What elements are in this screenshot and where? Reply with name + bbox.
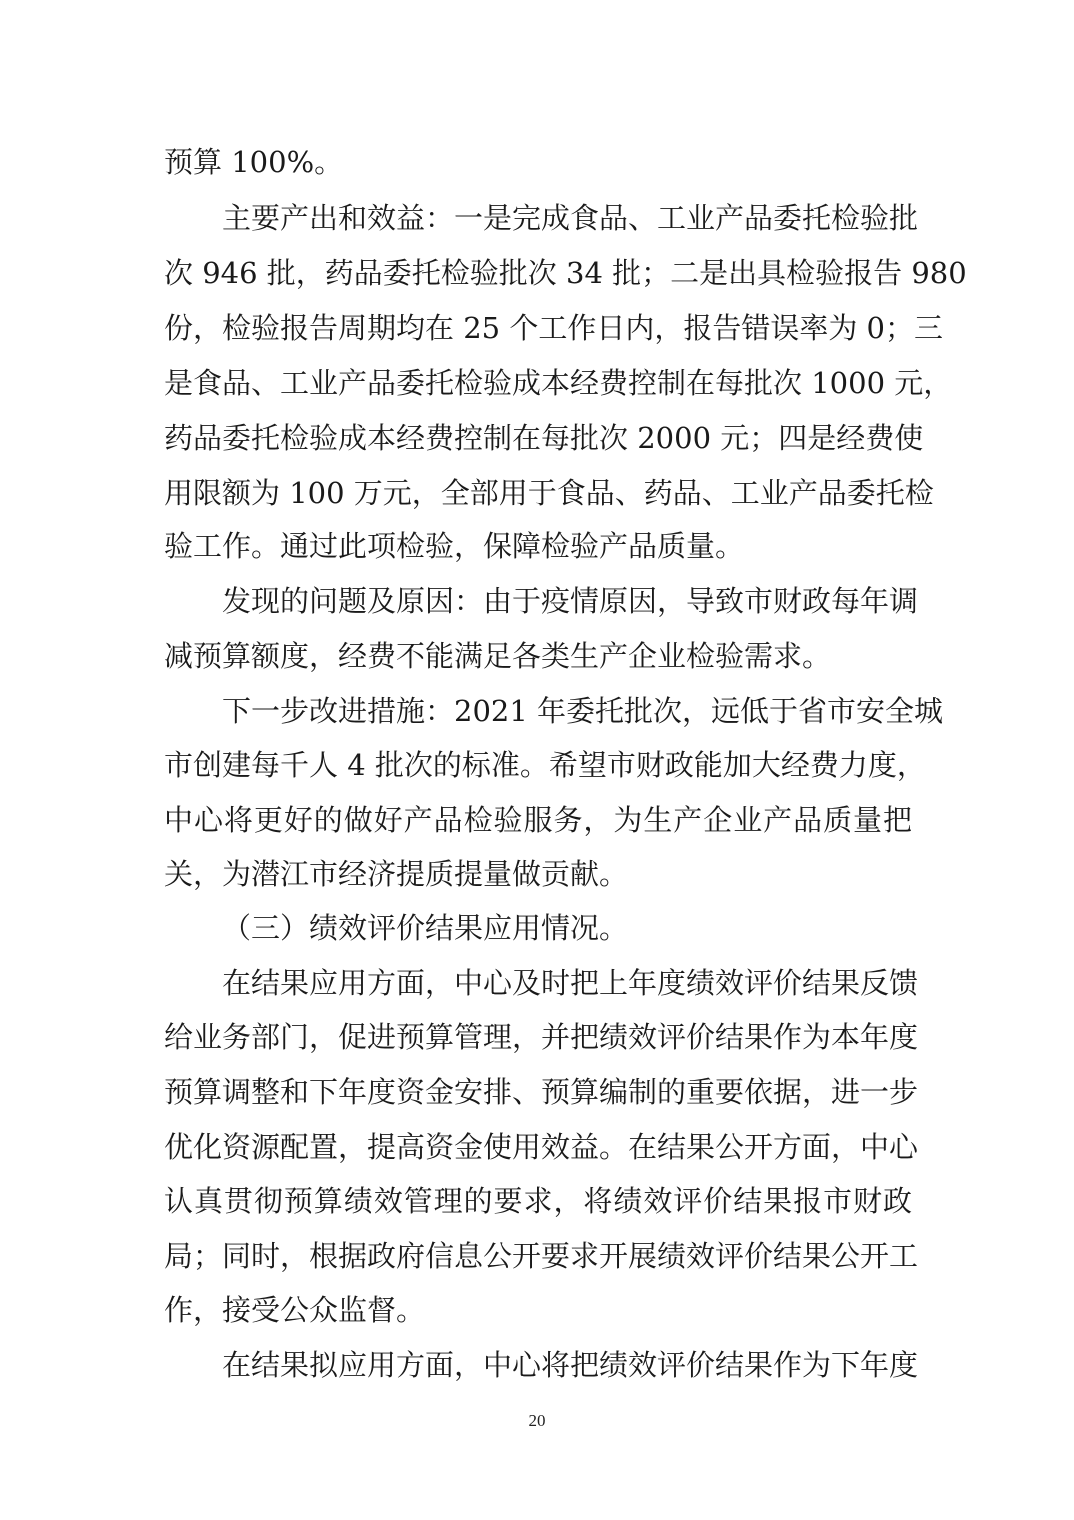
text-line: 在结果应用方面，中心及时把上年度绩效评价结果反馈: [222, 966, 919, 1000]
text-line: 药品委托检验成本经费控制在每批次 2000 元；四是经费使: [164, 421, 924, 455]
text-line: 减预算额度，经费不能满足各类生产企业检验需求。: [164, 639, 832, 673]
text-line: 局；同时，根据政府信息公开要求开展绩效评价结果公开工: [164, 1239, 919, 1273]
text-line: 作，接受公众监督。: [164, 1293, 426, 1327]
text-line: 市创建每千人 4 批次的标准。希望市财政能加大经费力度，: [164, 748, 926, 782]
text-line: 主要产出和效益：一是完成食品、工业产品委托检验批: [222, 201, 919, 235]
text-line: 预算调整和下年度资金安排、预算编制的重要依据，进一步: [164, 1075, 919, 1109]
text-line: 下一步改进措施：2021 年委托批次，远低于省市安全城: [222, 694, 944, 728]
text-line: 次 946 批，药品委托检验批次 34 批；二是出具检验报告 980: [164, 256, 967, 290]
text-line: 给业务部门，促进预算管理，并把绩效评价结果作为本年度: [164, 1020, 919, 1054]
text-line: 在结果拟应用方面，中心将把绩效评价结果作为下年度: [222, 1348, 919, 1382]
text-line: 用限额为 100 万元，全部用于食品、药品、工业产品委托检: [164, 476, 934, 510]
page-number: 20: [528, 1411, 546, 1430]
text-line: 验工作。通过此项检验，保障检验产品质量。: [164, 529, 745, 563]
text-line: 份，检验报告周期均在 25 个工作日内，报告错误率为 0；三: [164, 311, 944, 345]
text-line: 中心将更好的做好产品检验服务，为生产企业产品质量把: [164, 803, 912, 837]
text-line: 发现的问题及原因：由于疫情原因，导致市财政每年调: [222, 584, 919, 618]
text-line: 是食品、工业产品委托检验成本经费控制在每批次 1000 元，: [164, 366, 953, 400]
text-line: 优化资源配置，提高资金使用效益。在结果公开方面，中心: [164, 1130, 919, 1164]
text-line: 关，为潜江市经济提质提量做贡献。: [164, 857, 629, 891]
text-line: 认真贯彻预算绩效管理的要求，将绩效评价结果报市财政: [164, 1184, 912, 1218]
text-line: 预算 100%。: [164, 145, 344, 179]
section-heading: （三）绩效评价结果应用情况。: [222, 911, 629, 945]
